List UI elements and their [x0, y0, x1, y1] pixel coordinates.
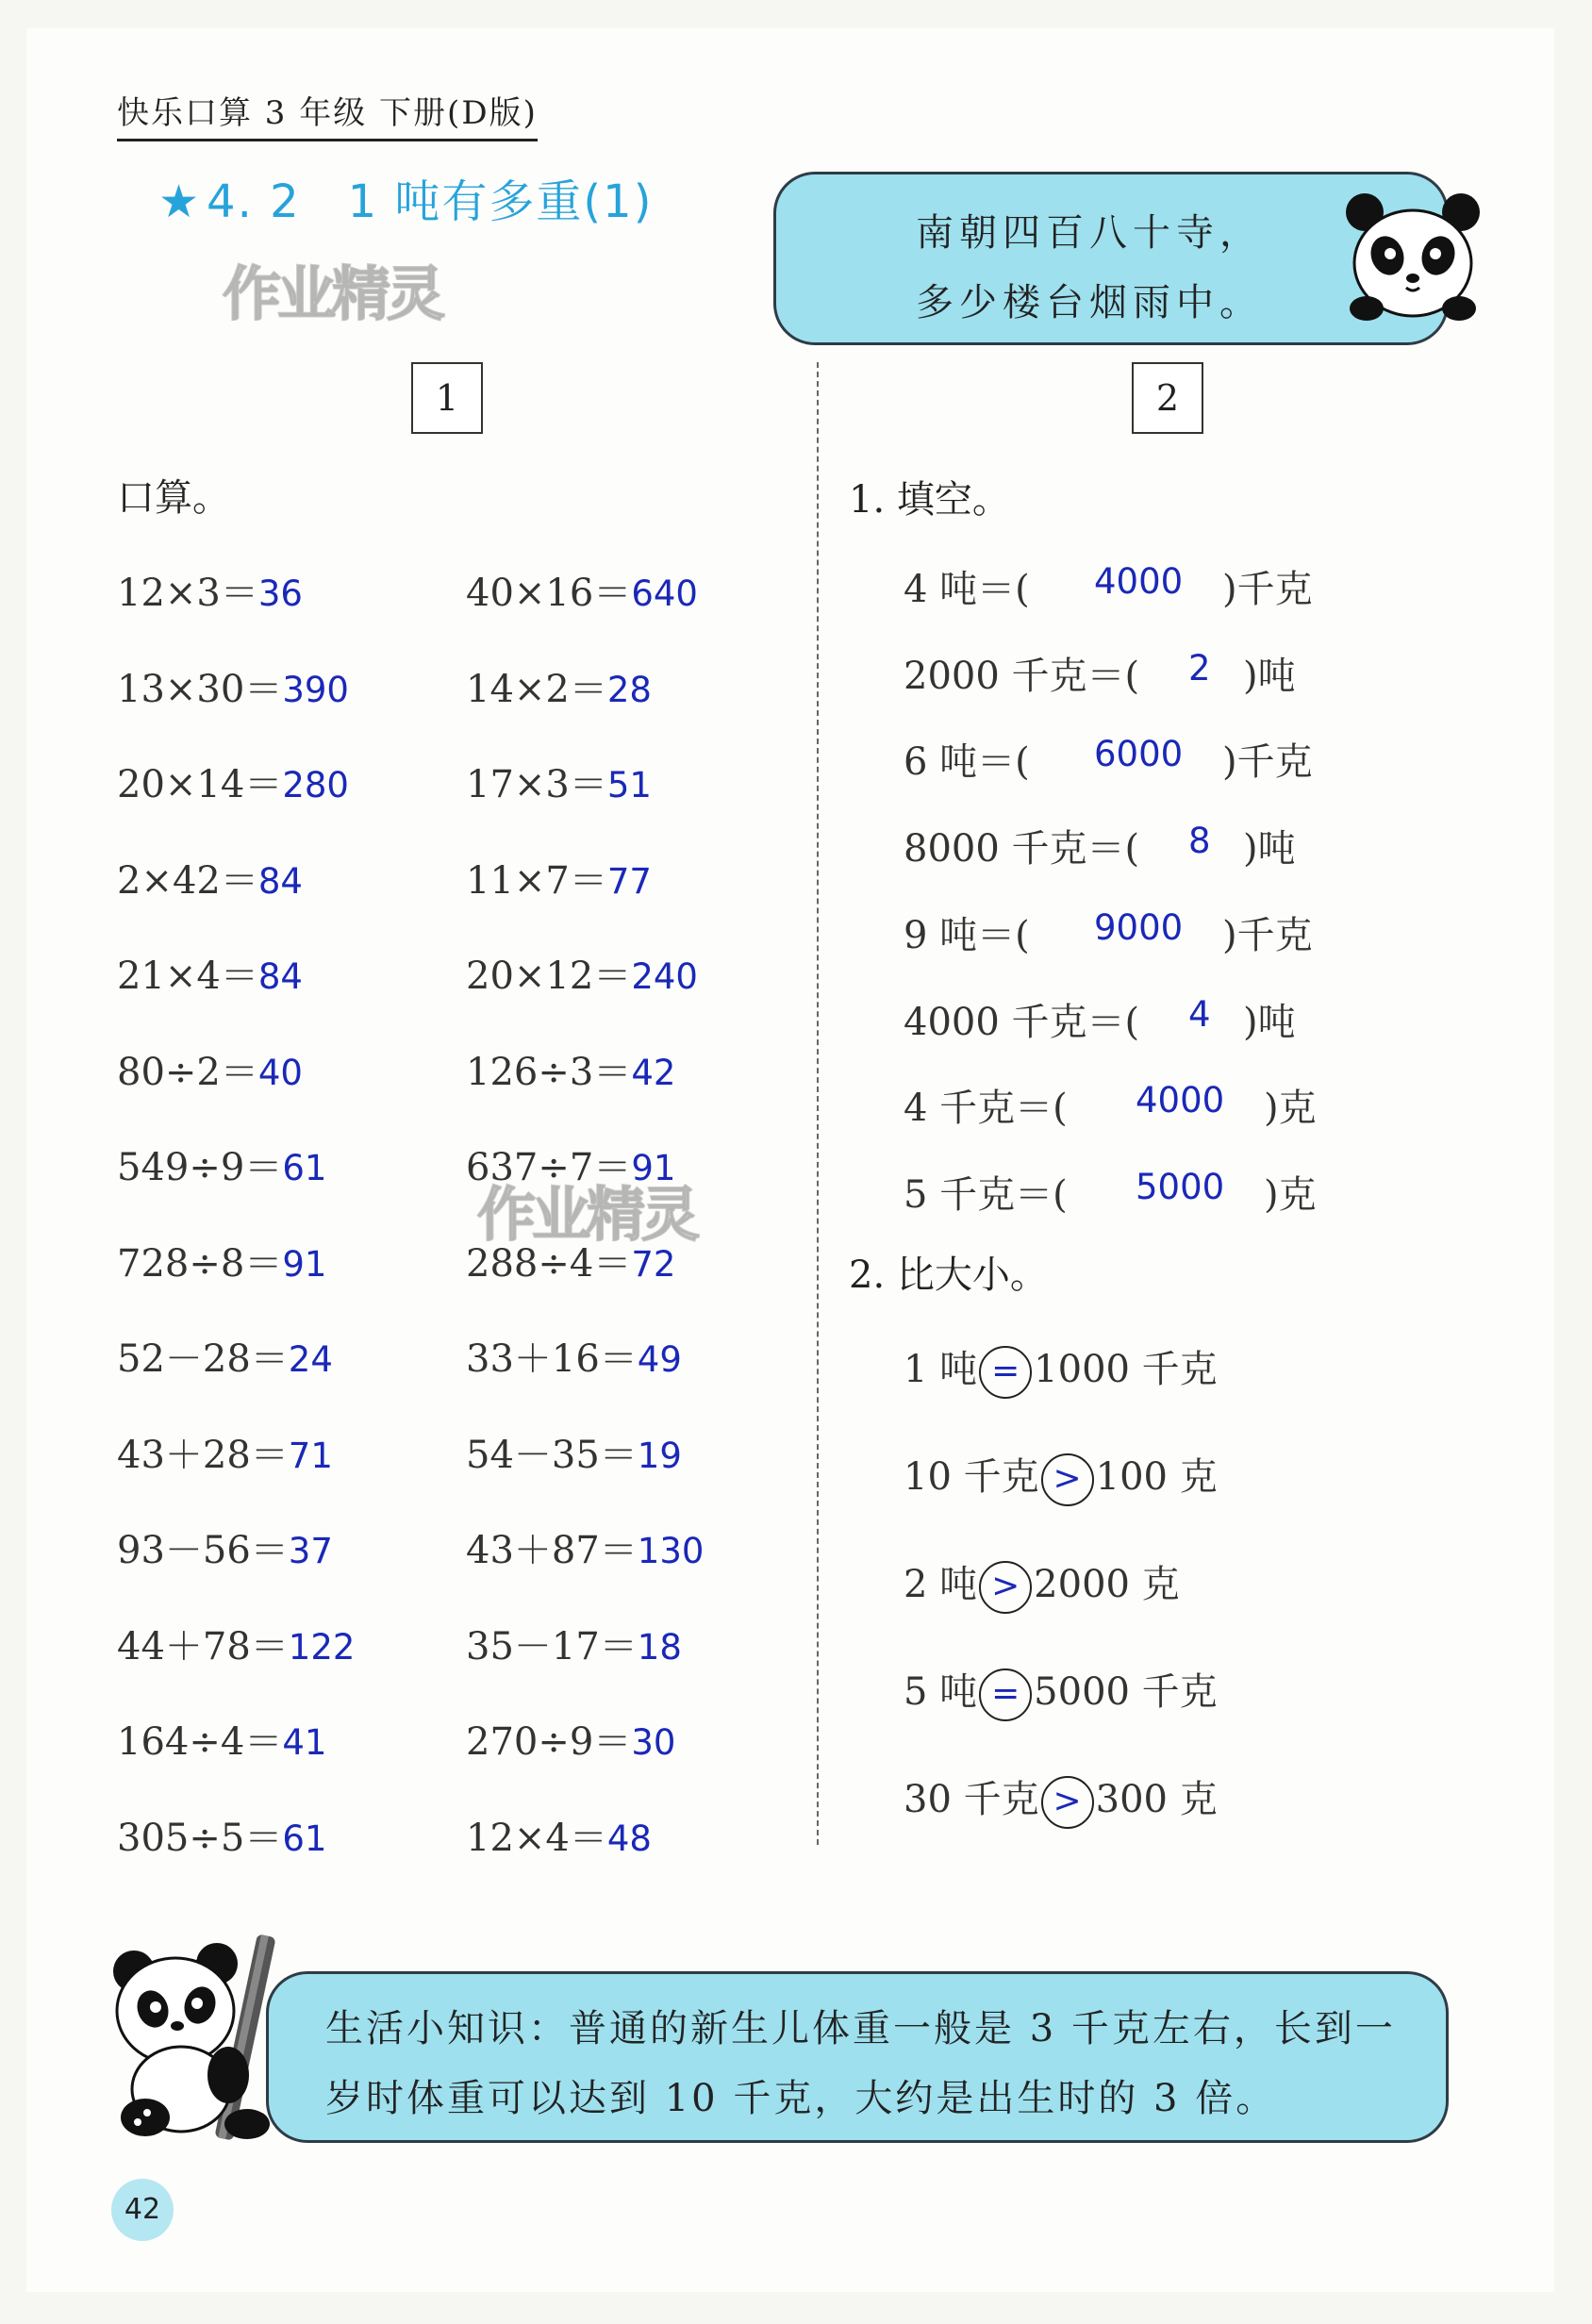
- fill-blank-unit: )吨: [1243, 654, 1296, 698]
- lesson-title-text: 4. 2 1 吨有多重(1): [207, 175, 654, 228]
- compare-right: 5000 千克: [1034, 1670, 1218, 1714]
- oral-calc-item: [466, 1042, 675, 1096]
- fill-blank-answer: 8: [1188, 821, 1211, 862]
- answer-text: 130: [637, 1531, 705, 1571]
- panda-icon: [1342, 188, 1484, 329]
- fill-blank-item: 4 吨＝(: [904, 568, 1030, 611]
- book-header-title: 快乐口算 3 年级 下册(D版): [117, 87, 538, 141]
- equation-text: 2×42＝: [117, 858, 258, 903]
- oral-calc-item: [466, 1712, 675, 1766]
- equation-text: 270÷9＝: [466, 1720, 632, 1764]
- fill-blank-item: 2000 千克＝(: [904, 654, 1140, 698]
- fill-blank-unit: )千克: [1222, 913, 1313, 957]
- poem-line-2: 多少楼台烟雨中。: [916, 281, 1263, 324]
- fill-blank-unit: )吨: [1243, 1000, 1296, 1044]
- compare-left: 2 吨: [904, 1563, 978, 1606]
- compare-sign: =: [979, 1668, 1032, 1721]
- oral-calc-label: 口算。: [117, 476, 230, 520]
- compare-right: 1000 千克: [1034, 1348, 1218, 1391]
- equation-text: 288÷4＝: [466, 1241, 632, 1286]
- fill-blank-answer: 4000: [1094, 561, 1184, 602]
- answer-text: 51: [606, 765, 652, 805]
- fill-blank-answer: 6000: [1094, 734, 1184, 775]
- answer-text: 28: [606, 669, 652, 710]
- oral-calc-item: [466, 1425, 682, 1479]
- equation-text: 43＋87＝: [466, 1529, 638, 1572]
- equation-text: 21×4＝: [117, 954, 258, 998]
- answer-text: 91: [282, 1243, 327, 1285]
- fill-blank-unit: )吨: [1243, 827, 1296, 872]
- equation-text: 164÷4＝: [117, 1720, 283, 1764]
- equation-text: 637÷7＝: [466, 1146, 632, 1189]
- compare-right: 300 克: [1095, 1778, 1218, 1821]
- compare-item: [904, 1554, 1180, 1614]
- watermark: 作业精灵: [477, 1180, 697, 1249]
- answer-text: 19: [637, 1435, 682, 1476]
- oral-calc-item: [117, 1137, 326, 1191]
- compare-item: [904, 1662, 1218, 1721]
- compare-item: [904, 1769, 1218, 1829]
- answer-text: 30: [631, 1722, 676, 1763]
- equation-text: 40×16＝: [466, 572, 632, 615]
- oral-calc-item: [117, 563, 303, 617]
- equation-text: 43＋28＝: [117, 1433, 289, 1477]
- answer-text: 24: [288, 1339, 333, 1380]
- equation-text: 80÷2＝: [117, 1050, 258, 1094]
- answer-text: 122: [288, 1626, 356, 1668]
- equation-text: 54－35＝: [466, 1433, 638, 1477]
- page-number: 42: [111, 2179, 174, 2241]
- equation-text: 11×7＝: [466, 858, 607, 903]
- equation-text: 93－56＝: [117, 1529, 289, 1572]
- answer-text: 280: [282, 765, 349, 805]
- oral-calc-item: [466, 1137, 675, 1191]
- oral-calc-item: [117, 1520, 333, 1574]
- equation-text: 549÷9＝: [117, 1146, 283, 1189]
- life-tip-box: [266, 1971, 1449, 2143]
- equation-text: 305÷5＝: [117, 1816, 283, 1860]
- oral-calc-item: [466, 1617, 682, 1670]
- answer-text: 40: [257, 1052, 303, 1093]
- answer-text: 48: [606, 1818, 652, 1859]
- oral-calc-item: [117, 851, 303, 905]
- oral-calc-item: [466, 1234, 675, 1287]
- tip-line-2: 岁时体重可以达到 10 千克，大约是出生时的 3 倍。: [325, 2077, 1277, 2120]
- fill-blank-item: 4 千克＝(: [904, 1087, 1068, 1131]
- answer-text: 390: [282, 669, 349, 710]
- compare-left: 1 吨: [904, 1348, 978, 1391]
- oral-calc-item: [117, 1712, 326, 1766]
- compare-sign: >: [979, 1561, 1032, 1614]
- answer-text: 84: [257, 860, 303, 902]
- oral-calc-item: [466, 851, 652, 905]
- fill-blank-unit: )克: [1264, 1172, 1317, 1217]
- oral-calc-item: [117, 1617, 355, 1670]
- answer-text: 71: [288, 1435, 333, 1476]
- fill-blank-item: 5 千克＝(: [904, 1172, 1068, 1217]
- equation-text: 13×30＝: [117, 667, 283, 711]
- fill-blank-item: 9 吨＝(: [904, 913, 1030, 957]
- fill-blank-answer: 4: [1188, 993, 1211, 1035]
- oral-calc-item: [117, 1042, 303, 1096]
- equation-text: 14×2＝: [466, 667, 607, 711]
- answer-text: 640: [631, 573, 698, 614]
- answer-text: 72: [631, 1243, 676, 1285]
- compare-right: 2000 克: [1034, 1563, 1180, 1606]
- compare-item: [904, 1447, 1218, 1506]
- section-1-box: 1: [411, 362, 483, 434]
- oral-calc-item: [466, 1808, 652, 1862]
- fill-blank-answer: 4000: [1136, 1080, 1225, 1121]
- compare-sign: >: [1041, 1776, 1094, 1829]
- answer-text: 240: [631, 956, 698, 997]
- answer-text: 61: [282, 1148, 327, 1188]
- equation-text: 44＋78＝: [117, 1624, 289, 1668]
- equation-text: 33＋16＝: [466, 1337, 638, 1381]
- tip-line-1: 生活小知识：普通的新生儿体重一般是 3 千克左右，长到一: [325, 2007, 1396, 2050]
- section-2-box: 2: [1132, 362, 1203, 434]
- answer-text: 84: [257, 956, 303, 997]
- equation-text: 35－17＝: [466, 1624, 638, 1668]
- column-divider: [817, 362, 819, 1845]
- answer-text: 41: [282, 1722, 327, 1763]
- equation-text: 12×4＝: [466, 1816, 607, 1860]
- fill-blank-item: 6 吨＝(: [904, 740, 1030, 785]
- answer-text: 77: [606, 860, 652, 902]
- compare-right: 100 克: [1095, 1455, 1218, 1499]
- compare-left: 10 千克: [904, 1455, 1039, 1499]
- oral-calc-item: [117, 1234, 326, 1287]
- poem-box: [773, 172, 1449, 345]
- compare-item: [904, 1339, 1218, 1399]
- compare-label: 2. 比大小。: [849, 1253, 1048, 1297]
- oral-calc-item: [466, 1329, 682, 1383]
- oral-calc-item: [117, 946, 303, 1000]
- equation-text: 126÷3＝: [466, 1050, 632, 1094]
- fill-blank-answer: 9000: [1094, 906, 1184, 948]
- fill-blank-answer: 5000: [1136, 1166, 1225, 1207]
- equation-text: 17×3＝: [466, 763, 607, 806]
- fill-blank-unit: )千克: [1222, 568, 1313, 611]
- oral-calc-item: [466, 755, 652, 808]
- oral-calc-item: [117, 755, 349, 808]
- compare-sign: =: [979, 1346, 1032, 1399]
- answer-text: 18: [637, 1626, 682, 1668]
- fill-blank-item: 8000 千克＝(: [904, 827, 1140, 872]
- answer-text: 49: [637, 1339, 682, 1380]
- answer-text: 36: [257, 573, 303, 614]
- compare-left: 5 吨: [904, 1670, 978, 1714]
- answer-text: 37: [288, 1531, 333, 1571]
- equation-text: 20×12＝: [466, 954, 632, 998]
- answer-text: 91: [631, 1148, 676, 1188]
- equation-text: 728÷8＝: [117, 1241, 283, 1286]
- fill-blank-item: 4000 千克＝(: [904, 1000, 1140, 1044]
- oral-calc-item: [117, 1329, 333, 1383]
- equation-text: 20×14＝: [117, 763, 283, 806]
- watermark: 作业精灵: [223, 259, 442, 328]
- oral-calc-item: [466, 1520, 704, 1574]
- oral-calc-item: [117, 1425, 333, 1479]
- fill-blank-label: 1. 填空。: [849, 478, 1010, 522]
- poem-line-1: 南朝四百八十寺，: [916, 211, 1263, 255]
- equation-text: 12×3＝: [117, 572, 258, 615]
- fill-blank-unit: )千克: [1222, 740, 1313, 785]
- lesson-title: [158, 165, 653, 230]
- answer-text: 42: [631, 1052, 676, 1093]
- oral-calc-item: [466, 946, 698, 1000]
- equation-text: 52－28＝: [117, 1337, 289, 1381]
- oral-calc-item: [466, 659, 652, 713]
- fill-blank-answer: 2: [1188, 647, 1211, 689]
- oral-calc-item: [117, 659, 349, 713]
- oral-calc-item: [466, 563, 698, 617]
- fill-blank-unit: )克: [1264, 1087, 1317, 1131]
- compare-sign: >: [1041, 1453, 1094, 1506]
- answer-text: 61: [282, 1818, 327, 1859]
- star-icon: ★: [158, 175, 202, 228]
- oral-calc-item: [117, 1808, 326, 1862]
- compare-left: 30 千克: [904, 1778, 1039, 1821]
